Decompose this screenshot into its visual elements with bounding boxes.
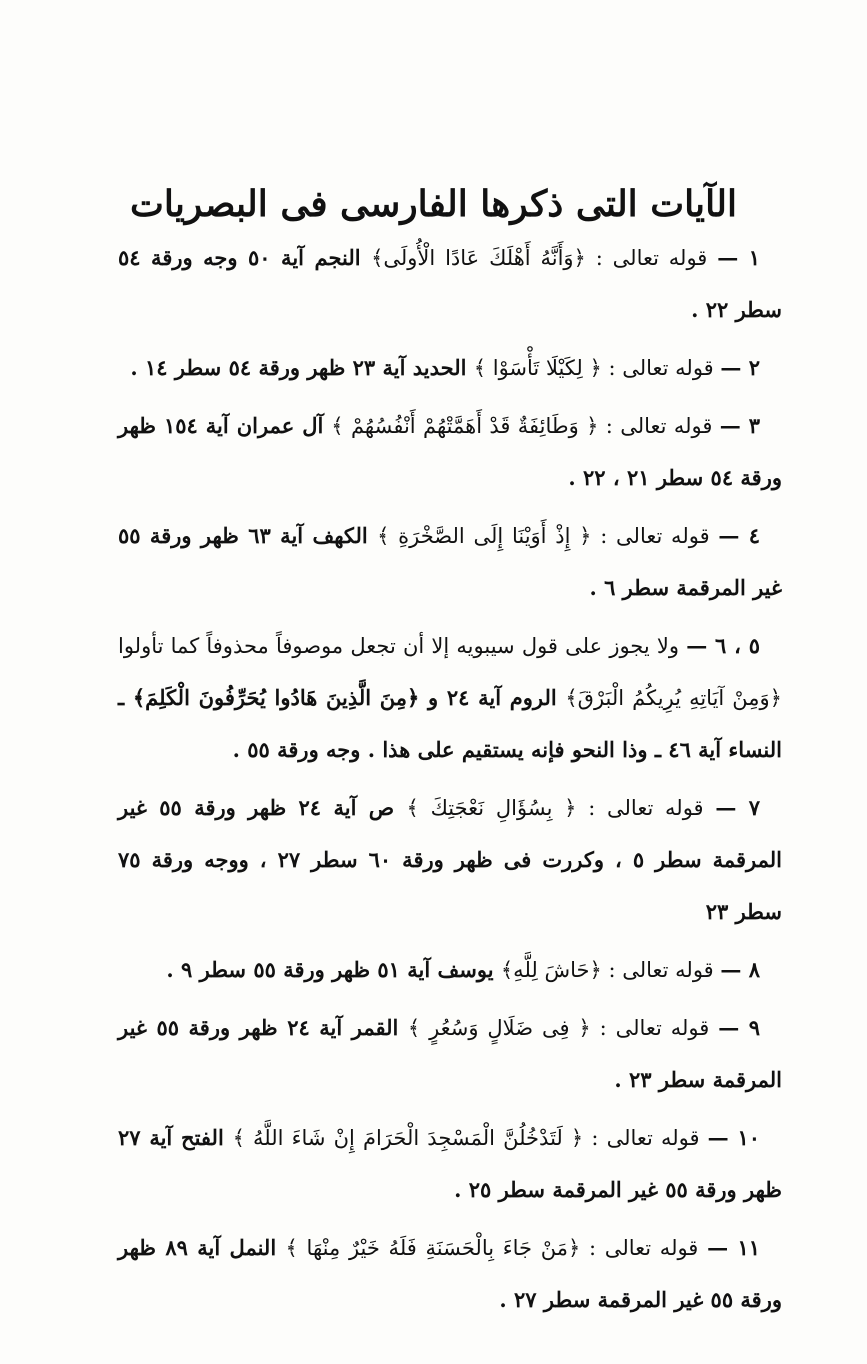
entry-number: ٧ — (715, 795, 760, 820)
entry-number: ٣ — (719, 413, 760, 438)
list-item (118, 510, 782, 614)
list-item (118, 1112, 782, 1216)
entry-intro: قوله تعالى : (601, 356, 721, 380)
entry-number: ٥ ، ٦ — (686, 633, 761, 658)
entry-intro: قوله تعالى : (576, 796, 716, 820)
entry-number: ٩ — (718, 1015, 761, 1040)
quran-verse: ﴿مَنْ جَاءَ بِالْحَسَنَةِ فَلَهُ خَيْرٌ مِنْهَا ﴾ (285, 1236, 581, 1260)
entry-number: ١ — (717, 245, 760, 270)
list-item (118, 1002, 782, 1106)
list-item (118, 232, 782, 336)
entry-intro: قوله تعالى : (591, 524, 719, 548)
entry-number: ١٠ — (707, 1125, 761, 1150)
quran-verse: ﴿وَأَنَّهُ أَهْلَكَ عَادًا الْأُولَى﴾ (371, 246, 586, 270)
list-item (118, 782, 782, 938)
quran-verse: ﴿حَاشَ لِلَّهِ﴾ (500, 958, 602, 982)
entry-reference: النجم آية ٥٠ وجه ورقة ٥٤ سطر ٢٢ . (118, 245, 782, 322)
quran-verse: ﴿وَمِنْ آيَاتِهِ يُرِيكُمُ الْبَرْقَ﴾ (565, 686, 782, 710)
entry-intro: قوله تعالى : (583, 1126, 708, 1150)
quran-verse: ﴿ وَطَائِفَةٌ قَدْ أَهَمَّتْهُمْ أَنْفُسُهُمْ ﴾ (331, 414, 599, 438)
entry-number: ٨ — (720, 957, 760, 982)
list-item (118, 620, 782, 776)
quran-verse: ﴿ إِذْ أَوَيْنَا إِلَى الصَّخْرَةِ ﴾ (377, 524, 592, 548)
entry-intro: قوله تعالى : (590, 1016, 719, 1040)
entry-reference: القمر آية ٢٤ ظهر ورقة ٥٥ غير المرقمة سطر ٢٣ . (118, 1015, 782, 1092)
entry-reference: ص آية ٢٤ ظهر ورقة ٥٥ غير المرقمة سطر ٥ ، وكررت فى ظهر ورقة ٦٠ سطر ٢٧ ، ووجه ورقة ٧٥ سطر ٢٣ (118, 795, 783, 924)
list-item (118, 944, 782, 996)
entry-reference: النمل آية ٨٩ ظهر ورقة ٥٥ غير المرقمة سطر ٢٧ . (118, 1235, 782, 1312)
verse-list (118, 232, 782, 1332)
entry-reference: يوسف آية ٥١ ظهر ورقة ٥٥ سطر ٩ . (166, 957, 501, 982)
entry-intro: قوله تعالى : (601, 958, 721, 982)
list-item (118, 342, 782, 394)
entry-reference: الفتح آية ٢٧ ظهر ورقة ٥٥ غير المرقمة سطر ٢٥ . (118, 1125, 782, 1202)
entry-number: ٢ — (720, 355, 760, 380)
entry-number: ١١ — (707, 1235, 760, 1260)
quran-verse: ﴿ بِسُؤَالِ نَعْجَتِكَ ﴾ (406, 796, 577, 820)
entry-reference: آل عمران آية ١٥٤ ظهر ورقة ٥٤ سطر ٢١ ، ٢٢ . (118, 413, 782, 490)
entry-reference: الكهف آية ٦٣ ظهر ورقة ٥٥ غير المرقمة سطر ٦ . (118, 523, 782, 600)
entry-intro: قوله تعالى : (598, 414, 720, 438)
quran-verse: ﴿ فِى ضَلَالٍ وَسُعُرٍ ﴾ (407, 1016, 591, 1040)
page-title: الآيات التى ذكرها الفارسى فى البصريات (129, 183, 738, 226)
list-item (118, 1222, 782, 1326)
quran-verse: ﴿ لَتَدْخُلُنَّ الْمَسْجِدَ الْحَرَامَ إِنْ شَاءَ اللَّهُ ﴾ (232, 1126, 584, 1150)
entry-reference: الحديد آية ٢٣ ظهر ورقة ٥٤ سطر ١٤ . (130, 355, 474, 380)
entry-intro: ولا يجوز على قول سيبويه إلا أن تجعل موصوفاً محذوفاً كما تأولوا (118, 634, 687, 658)
entry-intro: قوله تعالى : (580, 1236, 708, 1260)
list-item (118, 400, 782, 504)
entry-number: ٤ — (718, 523, 760, 548)
quran-verse: ﴿ لِكَيْلَا تَأْسَوْا ﴾ (473, 356, 602, 380)
entry-intro: قوله تعالى : (585, 246, 718, 270)
entry-reference: الروم آية ٢٤ و ﴿مِنَ الَّذِينَ هَادُوا يُحَرِّفُونَ الْكَلِمَ﴾ ـ النساء آية ٤٦ ـ وذا النحو فإنه يستقيم على هذا . وجه ورقة ٥٥ . (118, 685, 782, 762)
